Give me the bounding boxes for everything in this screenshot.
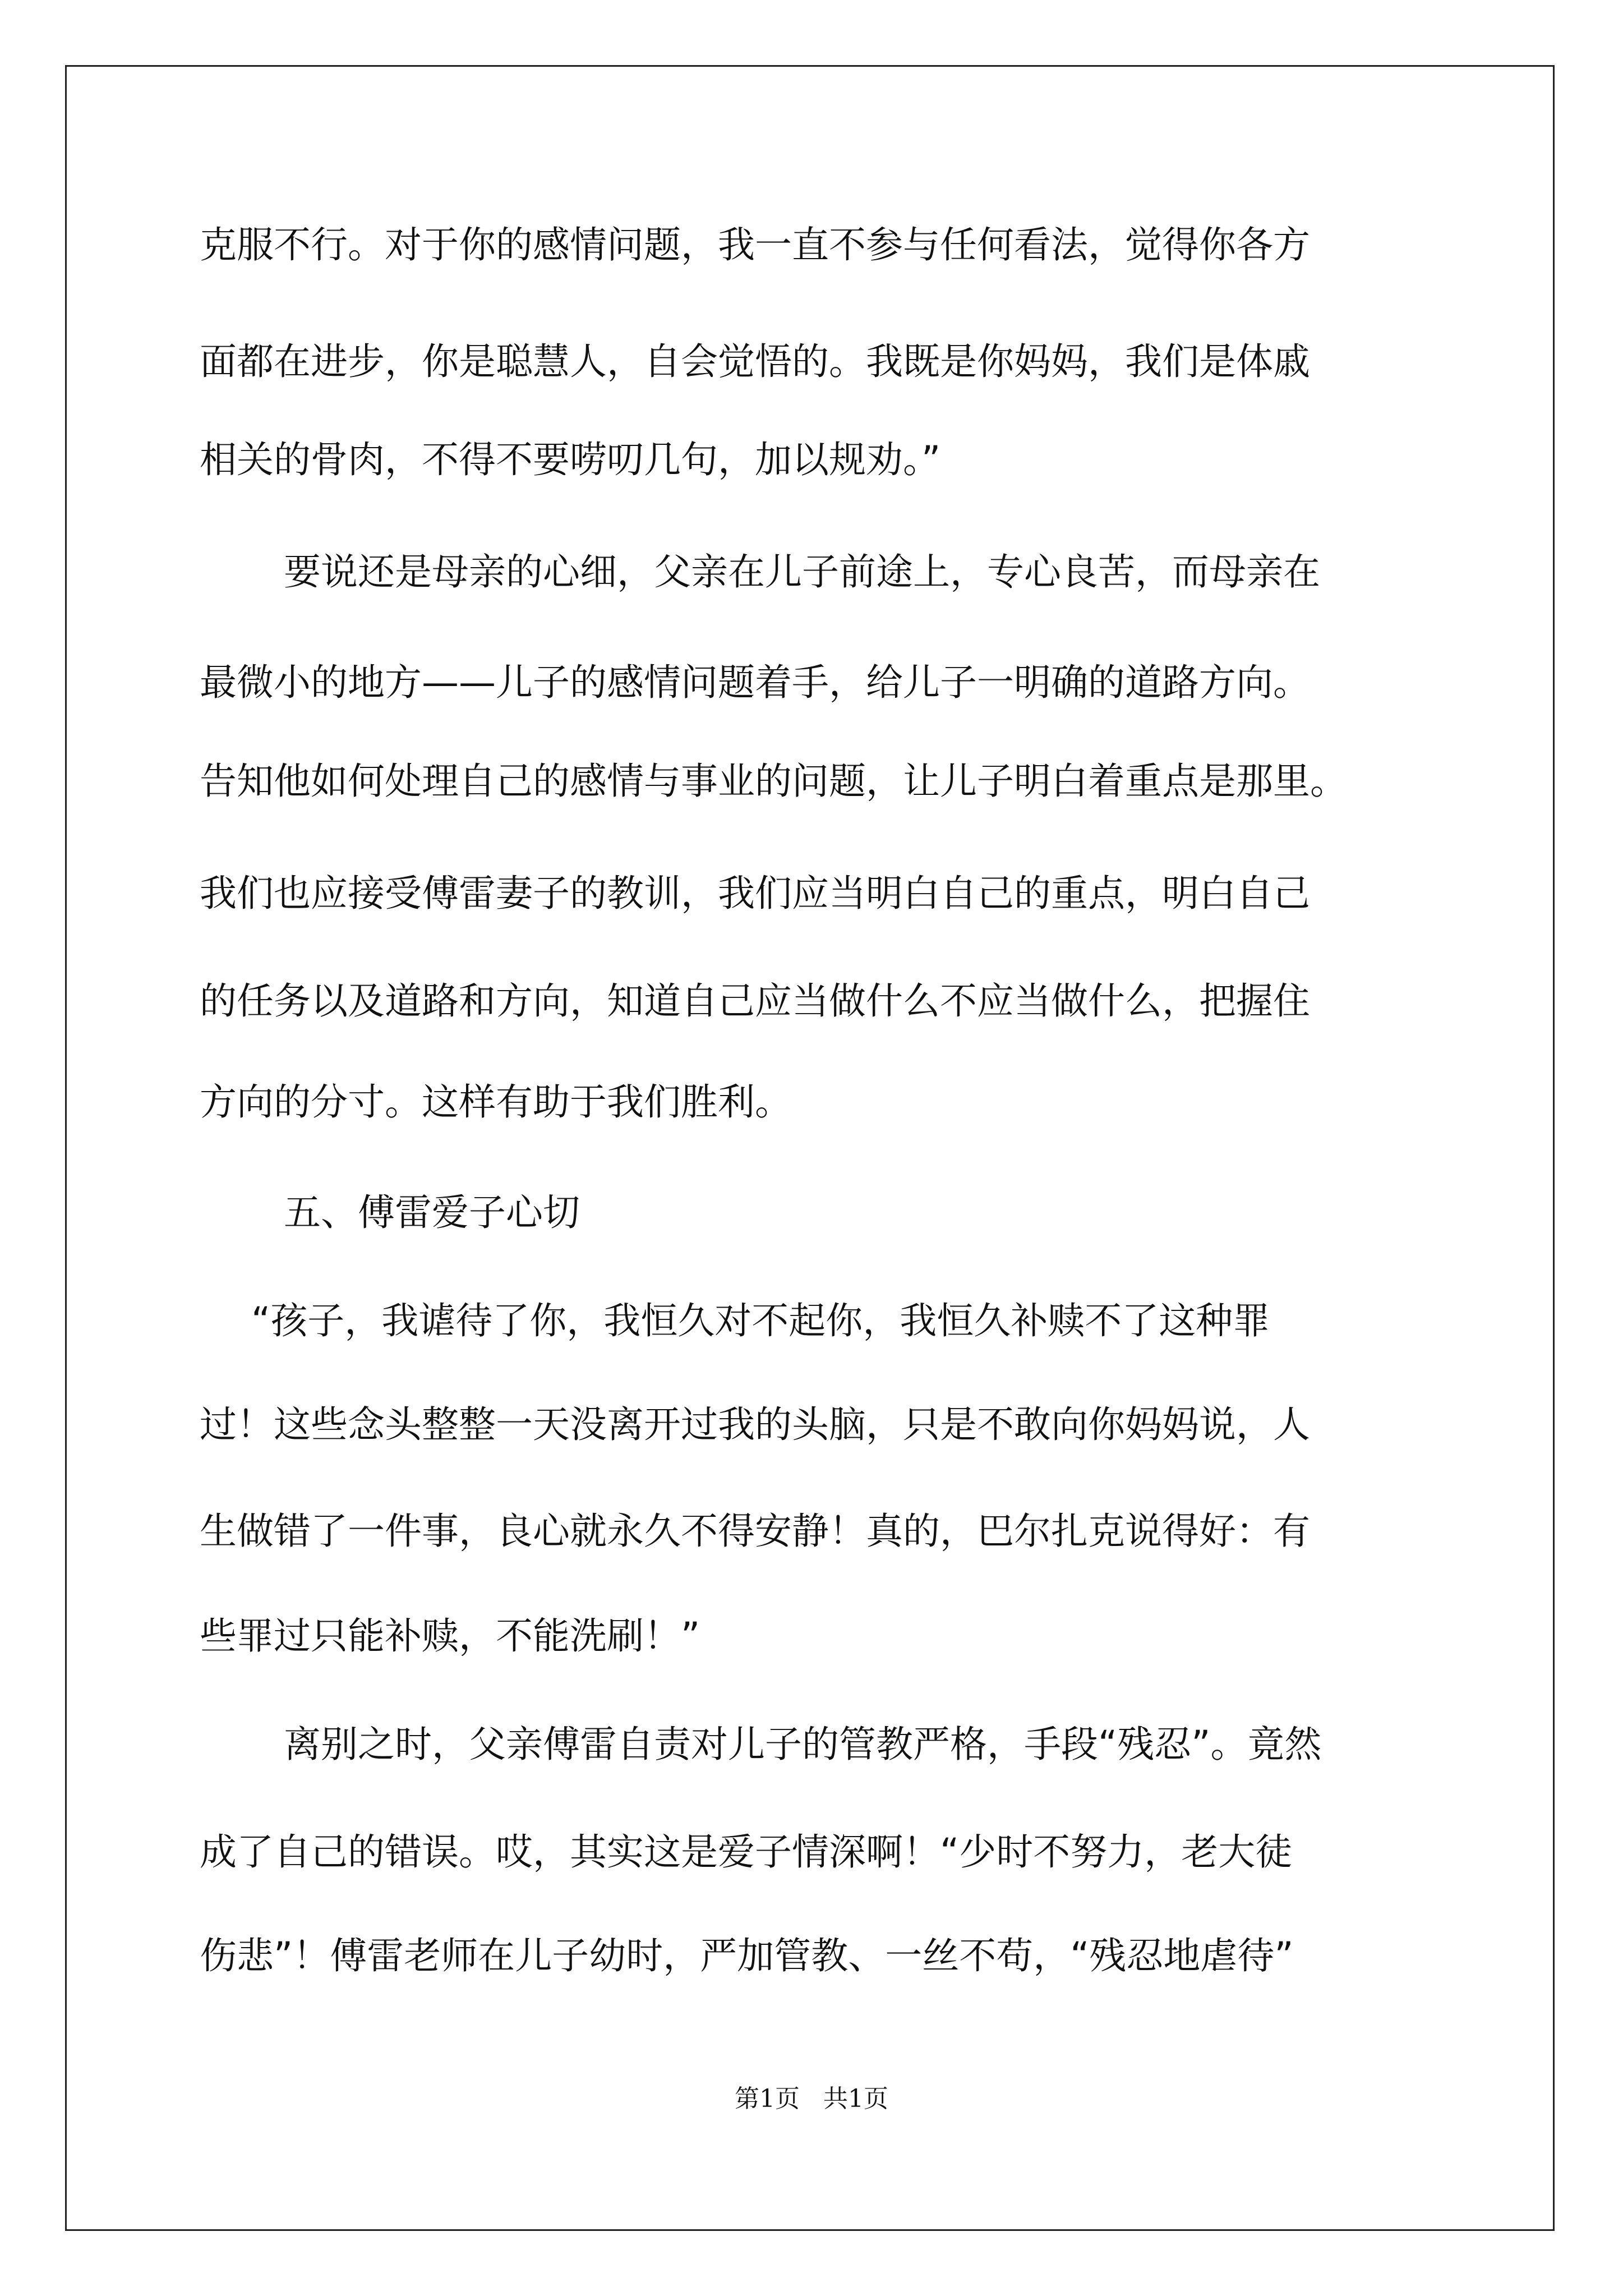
body-text-line: 生做错了一件事，良心就永久不得安静！真的，巴尔扎克说得好：有 bbox=[200, 1510, 1310, 1553]
section-heading: 五、傅雷爱子心切 bbox=[284, 1191, 580, 1234]
body-text-line: 相关的骨肉，不得不要唠叨几句，加以规劝。” bbox=[200, 438, 941, 481]
body-text-line: 离别之时，父亲傅雷自责对儿子的管教严格，手段“残忍”。竟然 bbox=[284, 1723, 1322, 1766]
body-text-line: 最微小的地方——儿子的感情问题着手，给儿子一明确的道路方向。 bbox=[200, 661, 1310, 704]
body-text-line: 克服不行。对于你的感情问题，我一直不参与任何看法，觉得你各方 bbox=[200, 223, 1310, 266]
body-text-line: 告知他如何处理自己的感情与事业的问题，让儿子明白着重点是那里。 bbox=[200, 760, 1347, 803]
body-text-line: “孩子，我谑待了你，我恒久对不起你，我恒久补赎不了这种罪 bbox=[251, 1299, 1270, 1342]
body-text-line: 方向的分寸。这样有助于我们胜利。 bbox=[200, 1080, 792, 1124]
page-footer: 第1页 共1页 bbox=[735, 2085, 888, 2113]
body-text-line: 过！这些念头整整一天没离开过我的头脑，只是不敢向你妈妈说，人 bbox=[200, 1403, 1310, 1446]
body-text-line: 面都在进步，你是聪慧人，自会觉悟的。我既是你妈妈，我们是体戚 bbox=[200, 340, 1310, 383]
body-text-line: 伤悲”！傅雷老师在儿子幼时，严加管教、一丝不苟，“残忍地虐待” bbox=[200, 1934, 1294, 1977]
body-text-line: 的任务以及道路和方向，知道自己应当做什么不应当做什么，把握住 bbox=[200, 979, 1310, 1023]
body-text-line: 成了自己的错误。哎，其实这是爱子情深啊！“少时不努力，老大徒 bbox=[200, 1830, 1293, 1874]
body-text-line: 要说还是母亲的心细，父亲在儿子前途上，专心良苦，而母亲在 bbox=[284, 550, 1320, 593]
body-text-line: 我们也应接受傅雷妻子的教训，我们应当明白自己的重点，明白自己 bbox=[200, 872, 1310, 915]
page-border bbox=[65, 65, 1555, 2231]
body-text-line: 些罪过只能补赎，不能洗刷！” bbox=[200, 1614, 700, 1658]
